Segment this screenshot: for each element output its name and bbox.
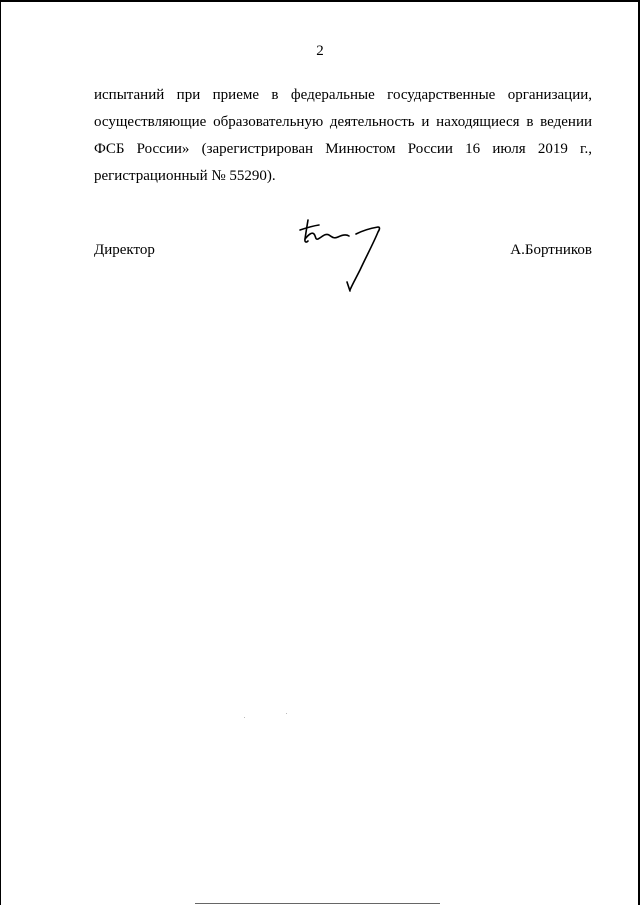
body-line: регистрационный № 55290). xyxy=(94,168,276,184)
body-paragraph xyxy=(94,82,592,190)
signatory-title: Директор xyxy=(94,242,155,258)
body-line: осуществляющие образовательную деятельность и находящиеся в ведении xyxy=(94,114,592,130)
page-border-bottom xyxy=(195,903,440,904)
signatory-name: А.Бортников xyxy=(510,242,592,258)
page-border-left xyxy=(0,0,1,905)
handwritten-signature-icon xyxy=(294,212,394,298)
page-border-top xyxy=(0,0,640,2)
scan-speck xyxy=(244,717,245,718)
page-number: 2 xyxy=(316,43,324,59)
body-line: испытаний при приеме в федеральные государственные организации, xyxy=(94,87,592,103)
body-line: ФСБ России» (зарегистрирован Минюстом России 16 июля 2019 г., xyxy=(94,141,592,157)
scan-speck xyxy=(286,713,287,714)
